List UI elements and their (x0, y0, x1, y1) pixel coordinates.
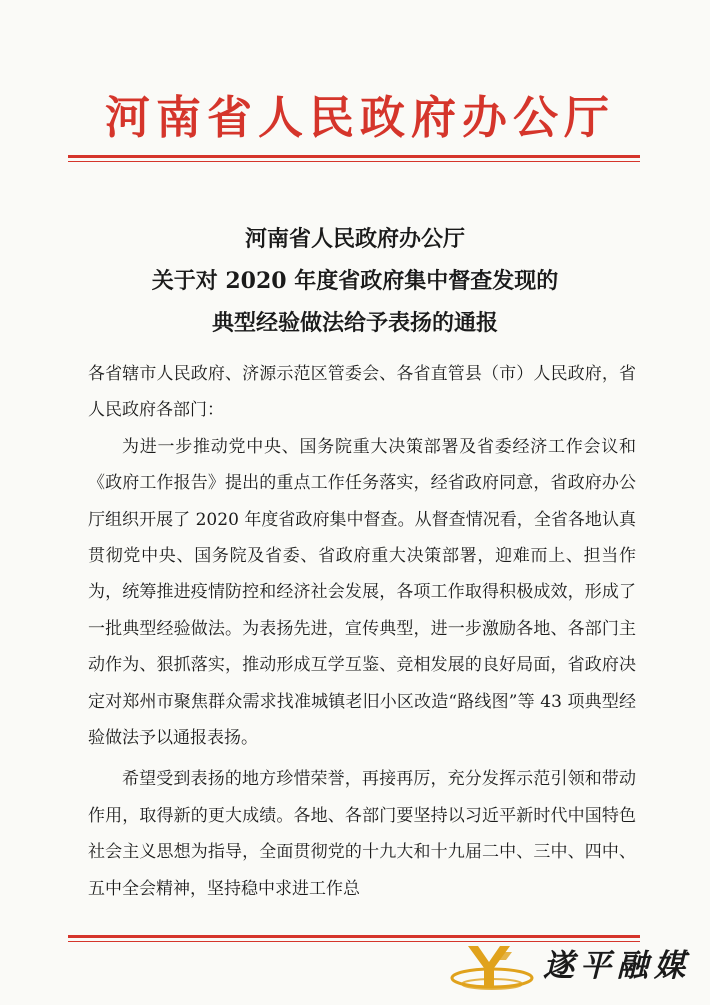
watermark-logo (448, 938, 698, 996)
addressee-paragraph: 各省辖市人民政府、济源示范区管委会、各省直管县（市）人民政府，省人民政府各部门： (88, 364, 636, 421)
title-line-1: 河南省人民政府办公厅 (244, 226, 465, 252)
body-paragraph-1: 为进一步推动党中央、国务院重大决策部署及省委经济工作会议和《政府工作报告》提出的重点工作任务落实，经省政府同意，省政府办公厅组织开展了 2020 年度省政府集中督查。从督查情况看，全省各地认真贯彻党中央、国务院及省委、省政府重大决策部署，迎难而上、担当作为，统筹推进疫情防控和经济社会发展，各项工作取得积极成效，形成了一批典型经验做法。为表扬先进，宣传典型，进一步激励各地、各部门主动作为、狠抓落实，推动形成互学互鉴、竞相发展的良好局面，省政府决定对郑州市聚焦群众需求找准城镇老旧小区改造“路线图”等 43 项典型经验做法予以通报表扬。 (88, 436, 636, 749)
brand-emblem-icon (448, 938, 536, 996)
document-title (60, 218, 650, 344)
masthead-rule-thick (68, 155, 640, 158)
title-line-3: 典型经验做法给予表扬的通报 (211, 310, 498, 336)
body-paragraph-2: 希望受到表扬的地方珍惜荣誉，再接再厉，充分发挥示范引领和带动作用，取得新的更大成绩。各地、各部门要坚持以习近平新时代中国特色社会主义思想为指导，全面贯彻党的十九大和十九届二中、三中、四中、五中全会精神，坚持稳中求进工作总 (88, 769, 636, 899)
masthead-title: 河南省人民政府办公厅 (104, 91, 615, 144)
document-body (88, 356, 636, 907)
masthead-rule-thin (68, 161, 640, 162)
title-line-2: 关于对 2020 年度省政府集中督查发现的 (151, 268, 559, 294)
brand-name: 遂平融媒 (543, 948, 691, 984)
